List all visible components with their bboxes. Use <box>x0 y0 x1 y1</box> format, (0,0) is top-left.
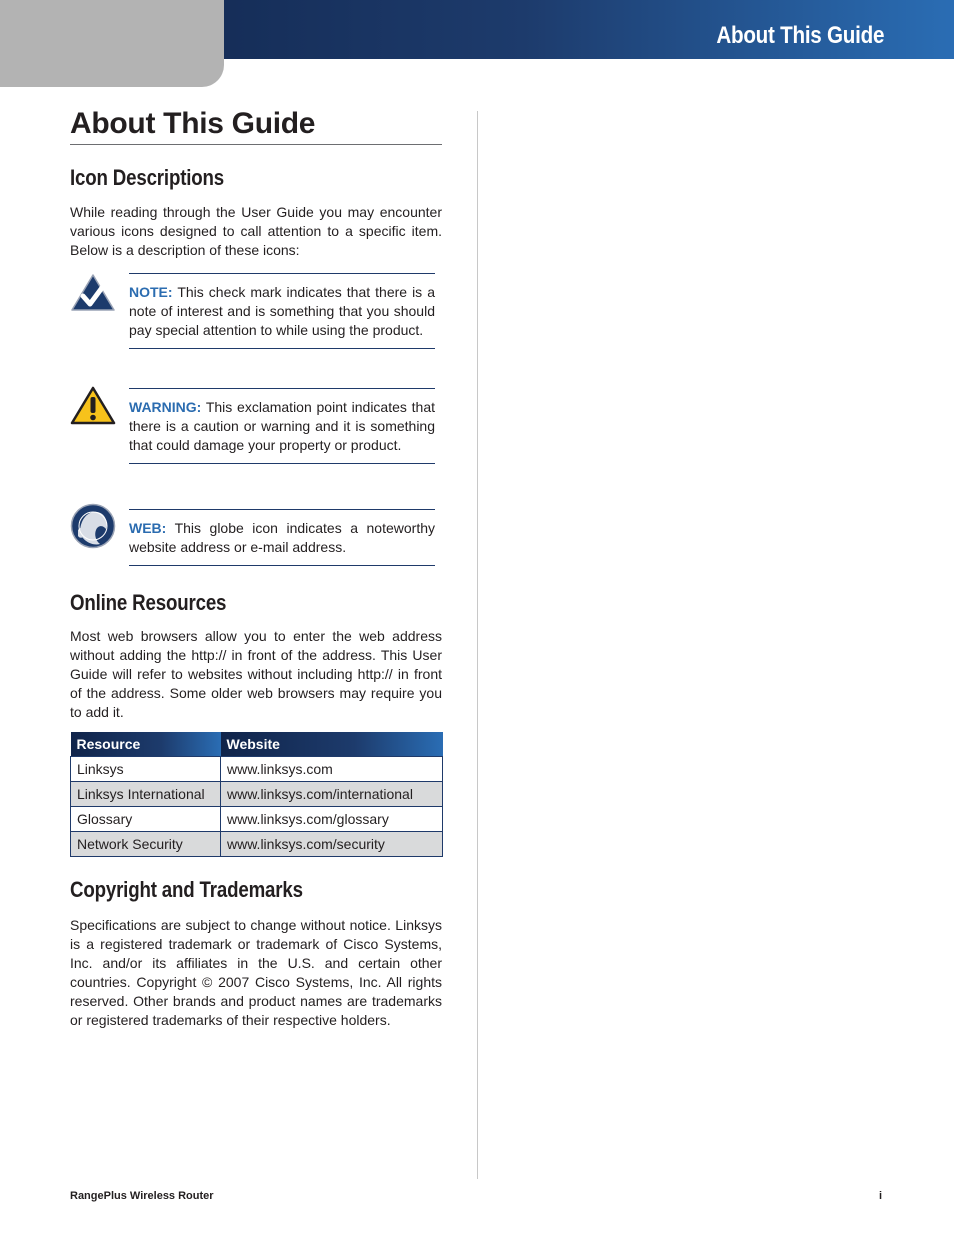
table-cell-website: www.linksys.com/security <box>221 831 443 856</box>
resources-table <box>70 732 443 857</box>
copyright-text: Specifications are subject to change without notice. Linksys is a registered trademark or trademark of Cisco Systems, Inc. and/or its affiliates in the U.S. and certain other countries. Copyright © 2007 Cisco Systems, Inc. All rights reserved. Other brands and product names are trademarks or registered trademarks of their respective holders. <box>70 917 442 1028</box>
table-cell-resource: Linksys International <box>71 781 221 806</box>
column-divider <box>477 111 478 1179</box>
table-cell-website: www.linksys.com <box>221 756 443 781</box>
footer-product-name: RangePlus Wireless Router <box>70 1190 214 1202</box>
note-box <box>129 273 435 349</box>
footer-page-number: i <box>879 1190 883 1202</box>
table-header-website: Website <box>221 732 443 756</box>
note-keyword: NOTE: <box>129 284 173 300</box>
warning-keyword: WARNING: <box>129 399 202 415</box>
table-row <box>71 781 443 806</box>
warning-box <box>129 388 435 464</box>
table-row <box>71 831 443 856</box>
table-cell-resource: Network Security <box>71 831 221 856</box>
online-resources-heading: Online Resources <box>70 590 227 615</box>
icon-descriptions-heading: Icon Descriptions <box>70 165 225 190</box>
icon-descriptions-intro: While reading through the User Guide you may encounter various icons designed to call attention to a specific item. Below is a description of these icons: <box>70 204 442 258</box>
table-cell-website: www.linksys.com/glossary <box>221 806 443 831</box>
left-column <box>70 106 442 145</box>
checkmark-icon <box>70 273 116 318</box>
warning-text: This exclamation point indicates that there is a caution or warning and it is something that could damage your property or product. <box>129 399 435 453</box>
page-title: About This Guide <box>70 106 442 145</box>
copyright-heading: Copyright and Trademarks <box>70 877 303 902</box>
header-section-title: About This Guide <box>716 22 884 49</box>
table-header-resource: Resource <box>71 732 221 756</box>
warning-icon <box>70 386 116 431</box>
table-row <box>71 806 443 831</box>
table-cell-resource: Glossary <box>71 806 221 831</box>
globe-icon <box>70 503 116 554</box>
note-text: This check mark indicates that there is a note of interest and is something that you should pay special attention to while using the product. <box>129 284 435 338</box>
web-box <box>129 509 435 566</box>
table-cell-resource: Linksys <box>71 756 221 781</box>
web-text: This globe icon indicates a noteworthy website address or e-mail address. <box>129 520 435 555</box>
table-header-row <box>71 732 443 756</box>
online-resources-intro: Most web browsers allow you to enter the web address without adding the http:// in front of the address. This User Guide will refer to websites without including http:// in front of the address. Some older web browsers may require you to add it. <box>70 628 442 720</box>
table-row <box>71 756 443 781</box>
table-cell-website: www.linksys.com/international <box>221 781 443 806</box>
web-keyword: WEB: <box>129 520 167 536</box>
header-tab <box>0 0 224 87</box>
